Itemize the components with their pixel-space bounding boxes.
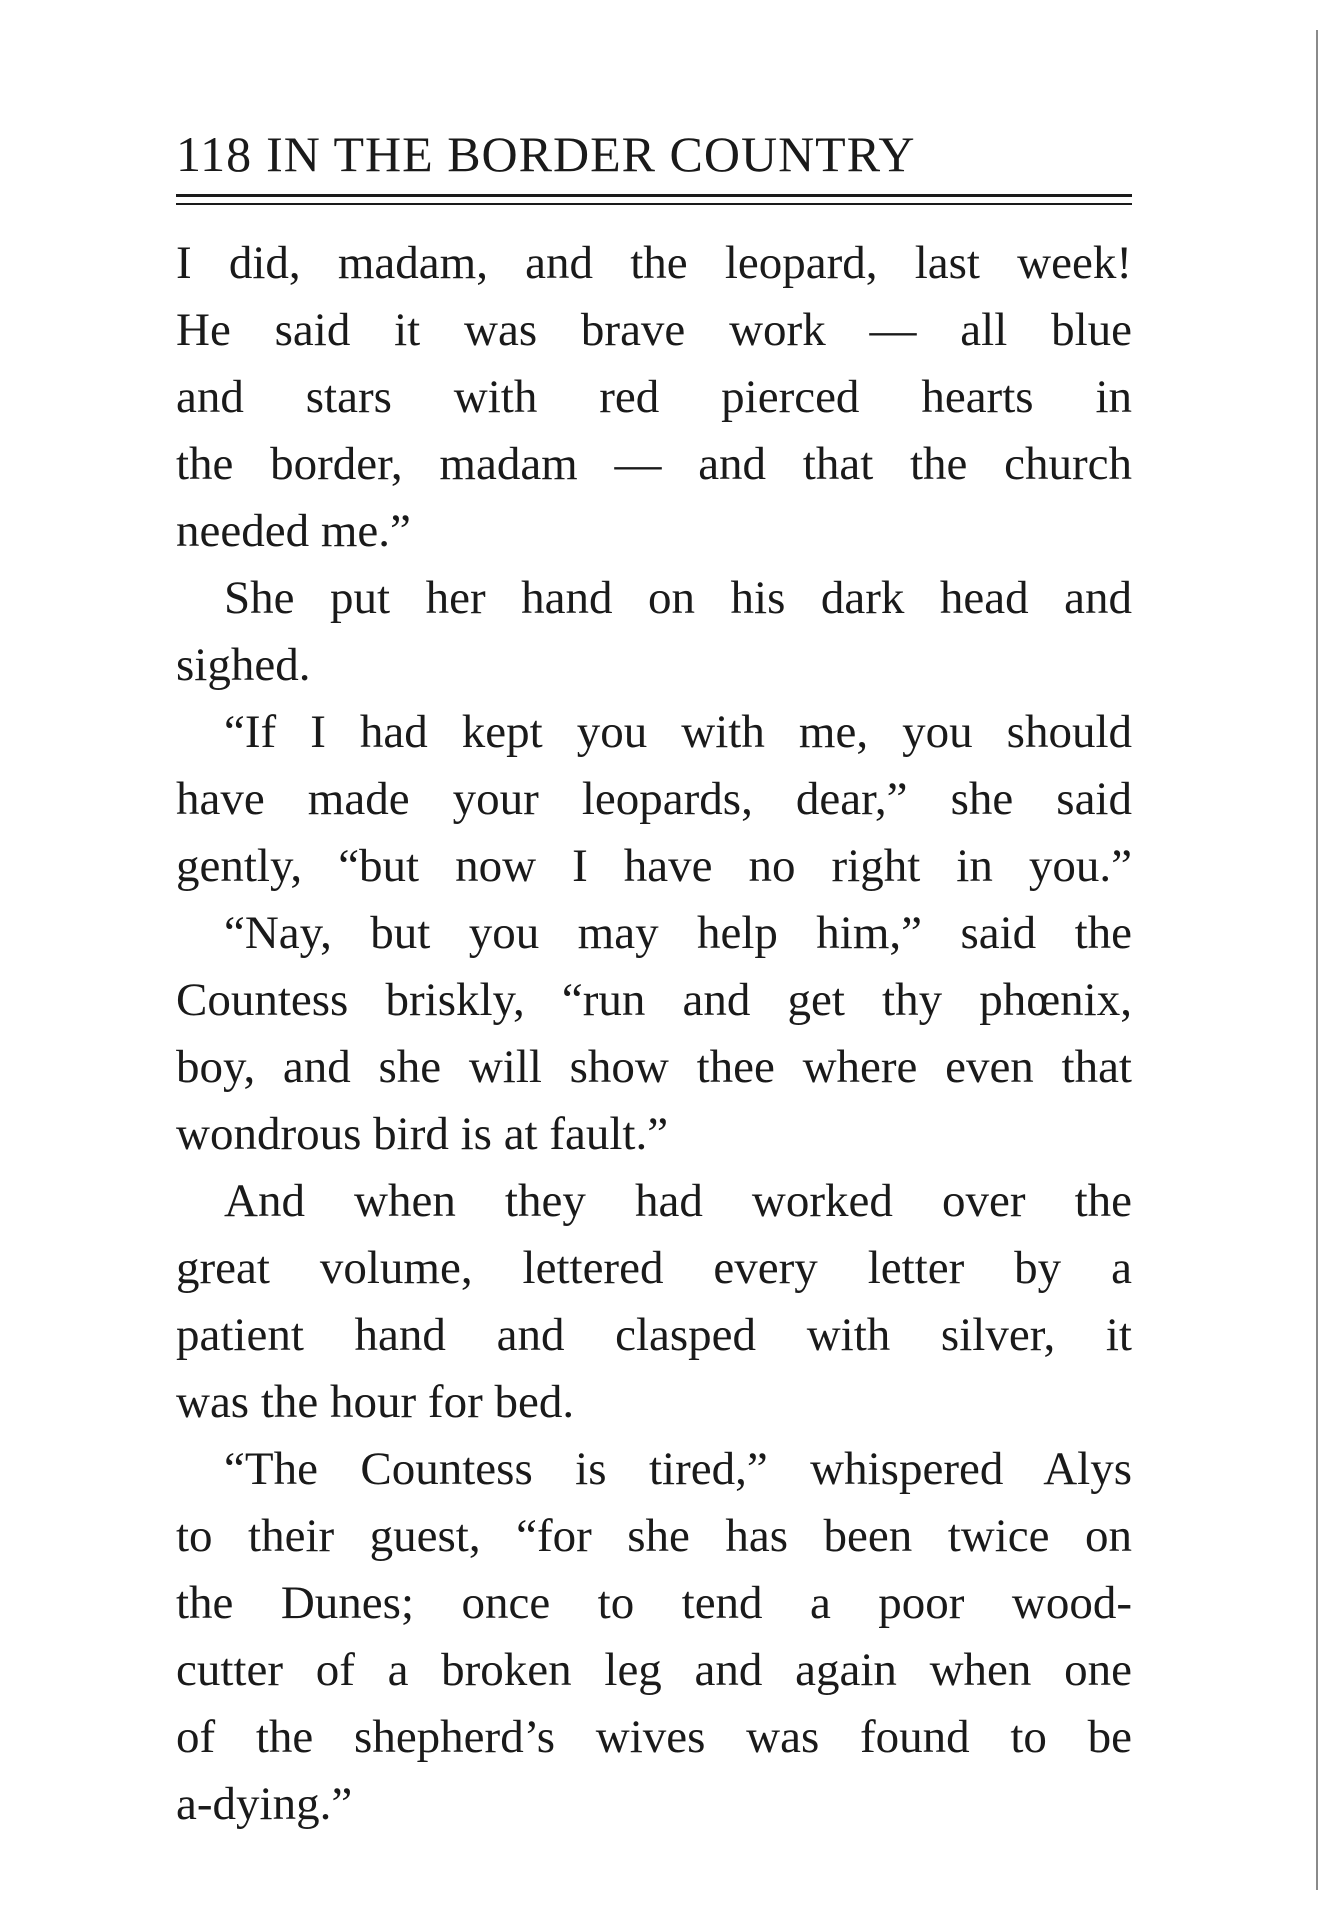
text-line: and stars with red pierced hearts in [176,371,1132,423]
text-line: was the hour for bed. [176,1376,575,1428]
text-line: boy, and she will show thee where even that [176,1041,1132,1093]
text-line: to their guest, “for she has been twice on [176,1510,1132,1562]
text-line: I did, madam, and the leopard, last week! [176,237,1132,289]
text-line: wondrous bird is at fault.” [176,1108,669,1160]
text-line: “The Countess is tired,” whispered Alys [224,1443,1132,1495]
header-rule-top [176,194,1132,197]
header-rule-bottom [176,203,1132,205]
running-title: IN THE BORDER COUNTRY [266,126,916,182]
running-header [176,118,1136,190]
text-line: have made your leopards, dear,” she said [176,773,1132,825]
text-line: sighed. [176,639,311,691]
text-line: And when they had worked over the [224,1175,1132,1227]
text-line: needed me.” [176,505,411,557]
page-number: 118 [176,126,253,182]
text-line: gently, “but now I have no right in you.” [176,840,1132,892]
text-line: a-dying.” [176,1778,353,1830]
text-line: She put her hand on his dark head and [224,572,1132,624]
text-line: He said it was brave work — all blue [176,304,1132,356]
text-line: “If I had kept you with me, you should [224,706,1132,758]
scan-edge-line [1316,30,1318,1890]
text-line: the border, madam — and that the church [176,438,1132,490]
text-line: the Dunes; once to tend a poor wood- [176,1577,1132,1629]
text-line: cutter of a broken leg and again when one [176,1644,1132,1696]
text-line: “Nay, but you may help him,” said the [224,907,1132,959]
text-line: of the shepherd’s wives was found to be [176,1711,1132,1763]
text-line: Countess briskly, “run and get thy phœnix, [176,974,1132,1026]
text-line: patient hand and clasped with silver, it [176,1309,1132,1361]
text-line: great volume, lettered every letter by a [176,1242,1132,1294]
body-text [176,230,1132,1838]
